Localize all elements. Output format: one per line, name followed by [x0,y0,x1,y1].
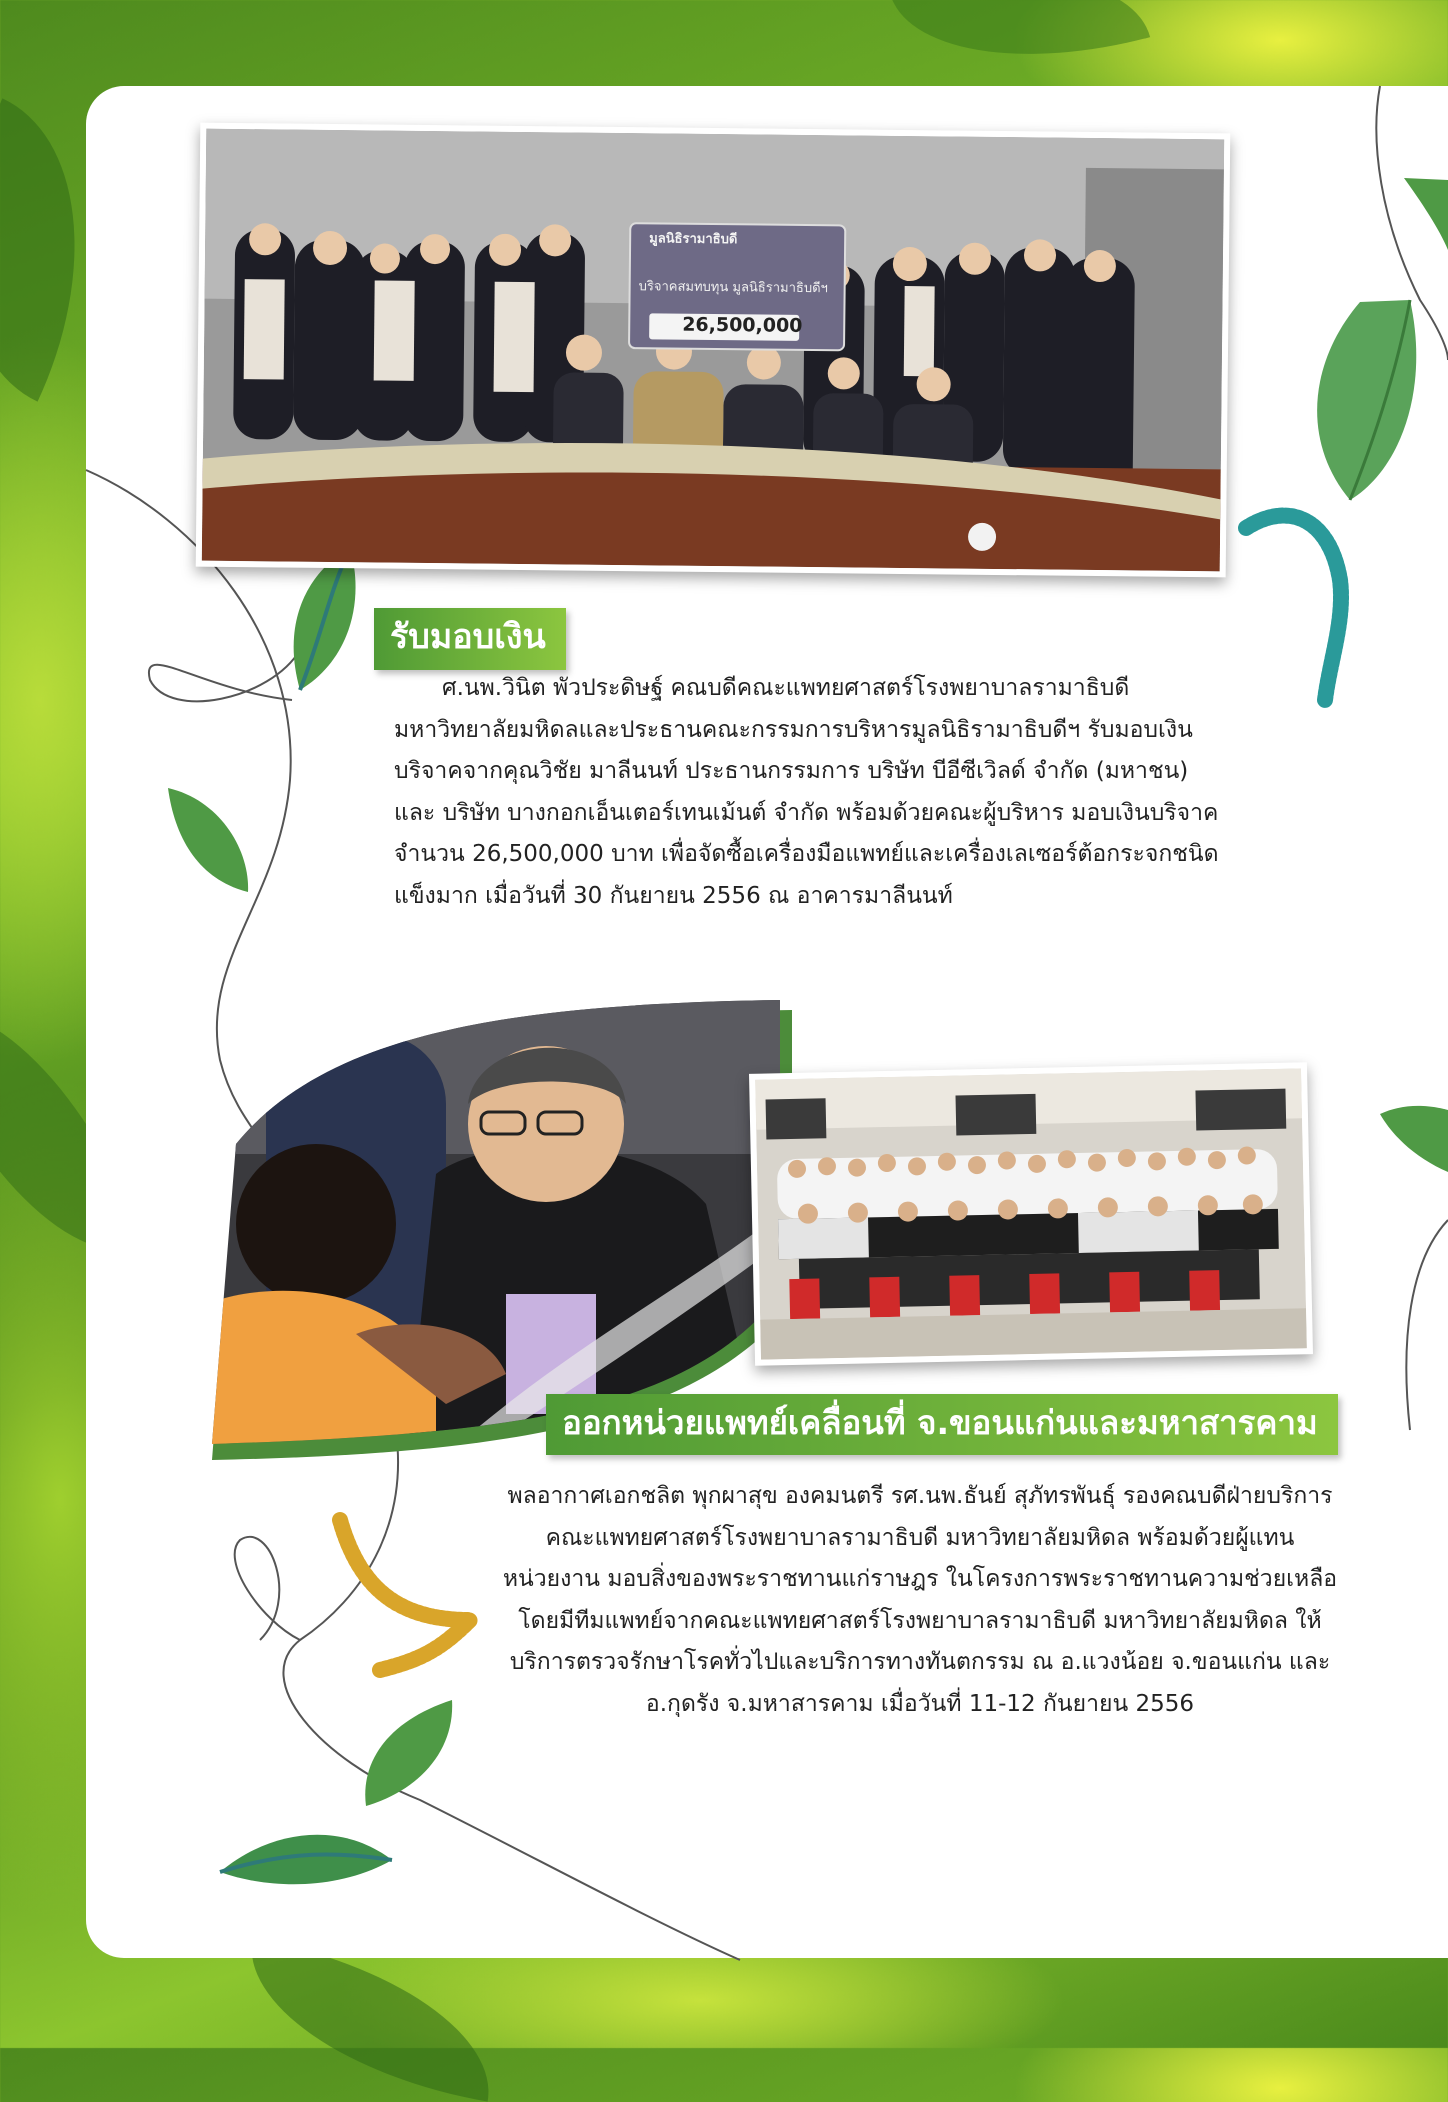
leaf-icon [168,788,248,892]
leaf-icon [1404,178,1448,250]
section1-heading: รับมอบเงิน [374,608,566,670]
paragraph-line: บริการตรวจรักษาโรคทั่วไปและบริการทางทันตกรรม ณ อ.แวงน้อย จ.ขอนแก่น และ [509,1649,1331,1675]
sign-caption: บริจาคสมทบทุน มูลนิธิรามาธิบดีฯ [638,279,828,297]
leaf-icon [1317,300,1416,500]
paragraph-line: หน่วยงาน มอบสิ่งของพระราชทานแก่ราษฎร ในโครงการพระราชทานความช่วยเหลือ [502,1566,1338,1592]
mobile-clinic-group-photo [749,1062,1313,1366]
paragraph-line: จำนวน 26,500,000 บาท เพื่อจัดซื้อเครื่องมือแพทย์และเครื่องเลเซอร์ต้อกระจกชนิด [394,841,1219,867]
paragraph-line: แข็งมาก เมื่อวันที่ 30 กันยายน 2556 ณ อาคารมาลีนนท์ [394,882,953,909]
paragraph-line: ศ.นพ.วินิต พัวประดิษฐ์ คณบดีคณะแพทยศาสตร์โรงพยาบาลรามาธิบดี [442,675,1130,701]
section2-paragraph [470,1476,1370,1725]
sign-amount: 26,500,000 [682,313,803,337]
gold-swirl-icon [340,1520,470,1670]
donation-ceremony-photo [196,123,1231,578]
section1-paragraph [394,668,1219,917]
paragraph-line: พลอากาศเอกชลิต พุกผาสุข องคมนตรี รศ.นพ.ธันย์ สุภัทรพันธุ์ รองคณบดีฝ่ายบริการ [507,1483,1333,1509]
leaf-icon [365,1700,452,1806]
paragraph-line: คณะแพทยศาสตร์โรงพยาบาลรามาธิบดี มหาวิทยาลัยมหิดล พร้อมด้วยผู้แทน [545,1524,1295,1551]
leaf-icon [220,1835,392,1885]
leaf-icon [1380,1106,1448,1172]
leaf-icon [294,548,356,690]
sign-org-name: มูลนิธิรามาธิบดี [649,231,738,248]
paragraph-line: บริจาคจากคุณวิชัย มาลีนนท์ ประธานกรรมการ บริษัท บีอีซีเวิลด์ จำกัด (มหาชน) [394,758,1189,784]
paragraph-line: โดยมีทีมแพทย์จากคณะแพทยศาสตร์โรงพยาบาลรามาธิบดี มหาวิทยาลัยมหิดล ให้ [518,1607,1322,1634]
paragraph-line: และ บริษัท บางกอกเอ็นเตอร์เทนเม้นต์ จำกัด พร้อมด้วยคณะผู้บริหาร มอบเงินบริจาค [394,799,1219,826]
teal-swirl-icon [1246,516,1341,700]
section2-heading: ออกหน่วยแพทย์เคลื่อนที่ จ.ขอนแก่นและมหาสารคาม [546,1394,1338,1455]
paragraph-line: อ.กุดรัง จ.มหาสารคาม เมื่อวันที่ 11-12 กันยายน 2556 [645,1690,1195,1717]
paragraph-line: มหาวิทยาลัยมหิดลและประธานคณะกรรมการบริหารมูลนิธิรามาธิบดีฯ รับมอบเงิน [394,716,1193,743]
